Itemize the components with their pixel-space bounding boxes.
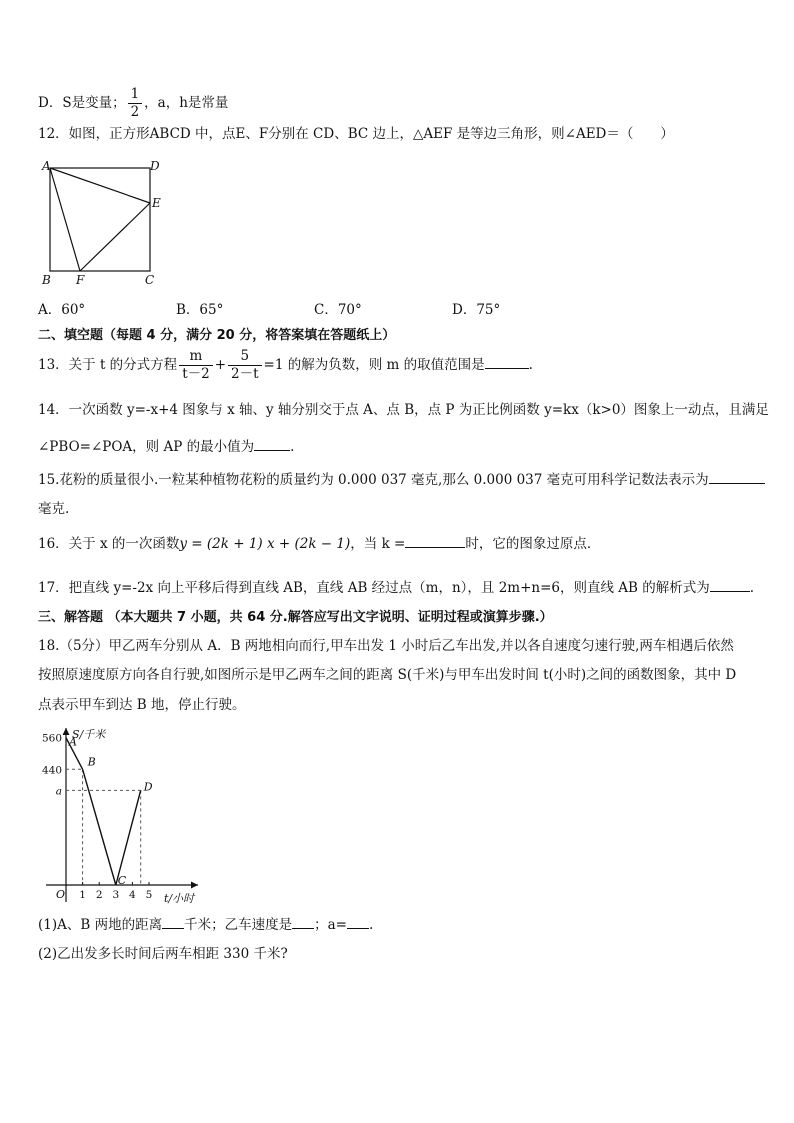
q12-option-c: C．70° [314,302,362,318]
q13-prefix: 13．关于 t 的分式方程 [38,357,178,373]
x-tick-label: 1 [79,889,86,901]
segment-ae [50,168,150,203]
q14-line2 [38,436,294,457]
answer-blank [347,914,369,929]
fraction-numerator: 1 [128,86,143,104]
q11-option-d-prefix: D．S是变量； [38,95,126,111]
segment-ef [80,203,150,271]
q18-sub1-d: . [368,917,374,933]
square-figure [36,155,176,290]
q14-line1: 14．一次函数 y=-x+4 图象与 x 轴、y 轴分别交于点 A、点 B，点 P 为正比例函数 y=kx（k>0）图象上一动点，且满足 [38,402,769,418]
x-tick-label: 4 [129,889,136,901]
q14-line2-text: ∠PBO=∠POA，则 AP 的最小值为 [38,439,255,455]
q13 [38,348,533,383]
q11-option-d-suffix: ，a，h是常量 [144,95,229,111]
q16-suffix: 时，它的图象过原点． [465,536,601,552]
plus-sign: + [214,357,227,373]
q13-fraction-1 [179,348,213,383]
q15-line1-text: 15.花粉的质量很小.一粒某种植物花粉的质量约为 0.000 037 毫克,那么 0.000 037 毫克可用科学记数法表示为 [38,472,709,488]
answer-blank [710,577,750,592]
fraction-denominator: t－2 [182,366,210,382]
y-tick-label: 440 [41,764,62,777]
point-label-c: C [117,874,127,887]
q12-text: 12．如图，正方形ABCD 中，点E、F分别在 CD、BC 边上，△AEF 是等边三角形，则∠AED＝（ ） [38,126,674,142]
label-c: C [145,273,155,287]
answer-blank [292,914,314,929]
label-a: A [42,159,51,173]
q13-end: . [528,357,533,373]
point-label-b: B [87,755,96,769]
origin-label: O [56,888,66,901]
graph-segment [83,769,116,885]
segment-af [50,168,80,271]
fraction-numerator: 5 [228,348,262,366]
label-d: D [150,159,160,173]
distance-time-graph [20,720,220,910]
y-tick-label: 560 [41,732,62,745]
x-tick-label: 3 [112,889,120,901]
q18-line1: 18.（5分）甲乙两车分别从 A．B 两地相向而行,甲车出发 1 小时后乙车出发,并以各自速度匀速行驶,两车相遇后依然 [38,638,734,654]
q15-line1 [38,469,765,490]
fraction-denominator: 2－t [231,366,259,382]
x-axis-label: t/小时 [164,892,195,905]
q16-formula: y = (2k + 1) x + (2k − 1) [179,536,351,552]
point-label-a: A [69,735,77,749]
answer-blank [162,914,184,929]
y-tick-label: a [55,785,62,798]
fraction-denominator: 2 [130,104,140,120]
q16-mid: ，当 k = [350,536,406,552]
q17-text: 17．把直线 y=-2x 向上平移后得到直线 AB，直线 AB 经过点（m，n），且 2m+n=6，则直线 AB 的解析式为 [38,580,710,596]
q17 [38,577,754,598]
q13-fraction-2 [228,348,262,383]
label-e: E [152,196,161,210]
point-label-d: D [143,780,153,794]
answer-blank [709,469,765,484]
q18-sub1-a: (1)A、B 两地的距离 [38,917,163,933]
q13-suffix: =1 的解为负数，则 m 的取值范围是 [263,357,485,373]
q16-prefix: 16．关于 x 的一次函数 [38,536,180,552]
q18-sub1 [38,914,373,935]
q12-option-b: B．65° [176,302,224,318]
q18-sub1-c: ；a= [314,917,347,933]
x-tick-label: 5 [145,889,153,901]
q18-line3: 点表示甲车到达 B 地，停止行驶。 [38,697,246,713]
q11-option-d [38,86,228,121]
answer-blank [485,354,529,369]
fraction-numerator: m [179,348,213,366]
q14-end: . [290,439,295,455]
answer-blank [254,436,290,451]
y-axis-label: S/千米 [72,728,106,741]
answer-blank [405,533,465,548]
q12-option-a: A．60° [38,302,86,318]
fraction [128,86,143,121]
graph-segment [116,790,141,885]
label-f: F [76,273,85,287]
section3-heading: 三、解答题 （本大题共 7 小题，共 64 分.解答应写出文字说明、证明过程或演算步骤.） [38,610,553,625]
section2-heading: 二、填空题（每题 4 分，满分 20 分，将答案填在答题纸上） [38,328,396,343]
label-b: B [42,273,51,287]
q12-option-d: D．75° [452,302,501,318]
q15-line2: 毫克. [38,501,70,517]
q18-line2: 按照原速度原方向各自行驶,如图所示是甲乙两车之间的距离 S(千米)与甲车出发时间 t(小时)之间的函数图象，其中 D [38,667,737,683]
q18-sub2: (2)乙出发多长时间后两车相距 330 千米? [38,946,288,962]
x-tick-label: 2 [95,889,103,901]
q18-sub1-b: 千米；乙车速度是 [184,917,293,933]
q17-end: . [749,580,755,596]
q16 [38,533,600,554]
